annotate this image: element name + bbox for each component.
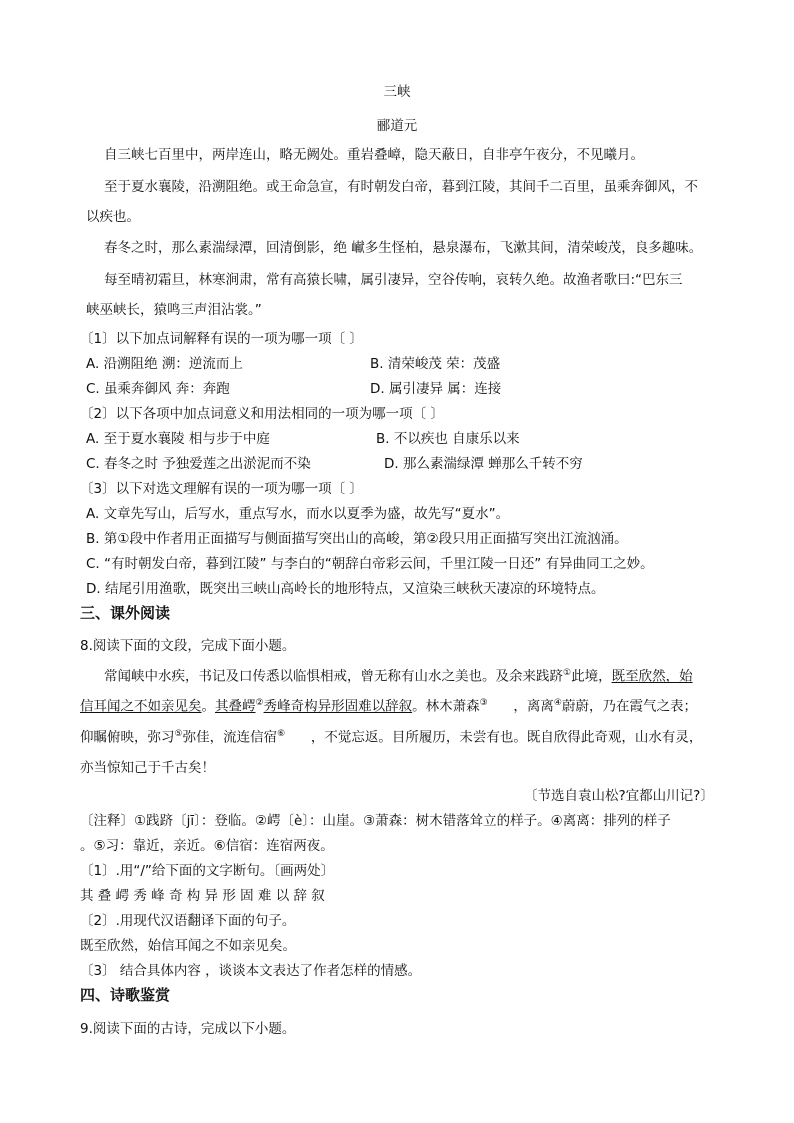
question-2-option-d: D. 那么素湍绿潭 蝉那么千转不穷 — [384, 456, 583, 472]
author: 郦道元 — [376, 118, 418, 134]
question-8-stem: 8.阅读下面的文段，完成下面小题。 — [80, 638, 296, 654]
passage-paragraph-2: 至于夏水襄陵，沿溯阻绝。或王命急宣，有时朝发白帝，暮到江陵，其间千二百里，虽乘奔御风，不 — [104, 179, 698, 195]
sub-question-1: 〔1〕.用“/”给下面的文字断句。〔画两处〕 — [80, 863, 335, 879]
reading-line-3: 仰瞩俯映，弥习⑤弥佳，流连信宿⑥ ，不觉忘返。目所履历，未尝有也。既自欣得此奇观，山水有灵， — [80, 729, 703, 746]
question-3-stem: 〔3〕以下对选文理解有误的一项为哪一项〔 〕 — [80, 481, 363, 497]
passage-paragraph-4-cont: 峡巫峡长，猿鸣三声泪沾裳。” — [86, 302, 262, 318]
question-1-option-d: D. 属引凄异 属：连接 — [370, 381, 502, 397]
annotation-line-2: 。⑤习：靠近，亲近。⑥信宿：连宿两夜。 — [80, 838, 334, 854]
sub-question-2-text: 既至欣然，始信耳闻之不如亲见矣。 — [80, 938, 296, 954]
reading-line-1: 常闻峡中水疾，书记及口传悉以临惧相戒，曾无称有山水之美也。及余来践跻①此境，既至欣然，始 — [104, 668, 693, 685]
page-title: 三峡 — [383, 84, 411, 100]
circled-number-1: ① — [117, 531, 130, 547]
question-2-option-b: B. 不以疾也 自康乐以来 — [376, 431, 520, 447]
annotation-line-1: 〔注释〕①践跻〔jī〕：登临。②崿〔è〕：山崖。③萧森：树木错落耸立的样子。④离离：排列的样子 — [80, 813, 671, 829]
section-heading-4: 四、诗歌鉴赏 — [80, 986, 171, 1004]
question-1-option-a: A. 沿溯阻绝 溯：逆流而上 — [86, 356, 243, 372]
passage-paragraph-3: 春冬之时，那么素湍绿潭，回清倒影，绝 𪩘多生怪柏，悬泉瀑布，飞漱其间，清荣峻茂，良多趣味。 — [104, 240, 703, 256]
question-2-stem: 〔2〕以下各项中加点词意义和用法相同的一项为哪一项〔 〕 — [80, 406, 444, 422]
question-9-stem: 9.阅读下面的古诗，完成以下小题。 — [80, 1021, 296, 1037]
question-3-option-c: C. “有时朝发白帝，暮到江陵” 与李白的“朝辞白帝彩云间，千里江陵一日还” 有异曲同工之妙。 — [86, 556, 654, 572]
question-3-option-a: A. 文章先写山，后写水，重点写水，而水以夏季为盛，故先写“夏水”。 — [86, 506, 510, 522]
question-3-option-b: B. 第①段中作者用正面描写与侧面描写突出山的高峻，第②段只用正面描写突出江流汹涌。 — [86, 531, 628, 547]
passage-paragraph-1: 自三峡七百里中，两岸连山，略无阙处。重岩叠嶂，隐天蔽日，自非亭午夜分，不见曦月。 — [104, 147, 644, 163]
sub-question-2: 〔2〕.用现代汉语翻译下面的句子。 — [80, 913, 296, 929]
reading-line-4: 亦当惊知己于千古矣！ — [80, 760, 215, 776]
passage-paragraph-4: 每至晴初霜旦，林寒涧肃，常有高猿长啸，属引凄异，空谷传响，哀转久绝。故渔者歌曰:“巴东三 — [104, 272, 683, 288]
section-heading-3: 三、课外阅读 — [80, 604, 171, 622]
source-citation: 〔节选自袁山松?宜都山川记?〕 — [524, 788, 714, 804]
sub-question-1-text: 其 叠 崿 秀 峰 奇 构 异 形 固 难 以 辞 叙 — [80, 888, 325, 904]
reading-line-2: 信耳闻之不如亲见矣。其叠崿②秀峰奇构异形固难以辞叙。林木萧森③ ，离离④蔚蔚，乃在霞气之表； — [80, 698, 697, 715]
circled-number-2: ② — [426, 531, 439, 547]
question-2-option-a: A. 至于夏水襄陵 相与步于中庭 — [86, 431, 270, 447]
question-2-option-c: C. 春冬之时 予独爱莲之出淤泥而不染 — [86, 456, 311, 472]
question-1-option-c: C. 虽乘奔御风 奔：奔跑 — [86, 381, 230, 397]
passage-paragraph-2-cont: 以疾也。 — [86, 209, 140, 225]
question-3-option-d: D. 结尾引用渔歌，既突出三峡山高岭长的地形特点，又渲染三峡秋天凄凉的环境特点。 — [86, 581, 605, 597]
question-1-stem: 〔1〕以下加点词解释有误的一项为哪一项〔 〕 — [80, 331, 363, 347]
sub-question-3: 〔3〕 结合具体内容 ，谈谈本文表达了作者怎样的情感。 — [80, 963, 422, 979]
question-1-option-b: B. 清荣峻茂 荣：茂盛 — [370, 356, 501, 372]
